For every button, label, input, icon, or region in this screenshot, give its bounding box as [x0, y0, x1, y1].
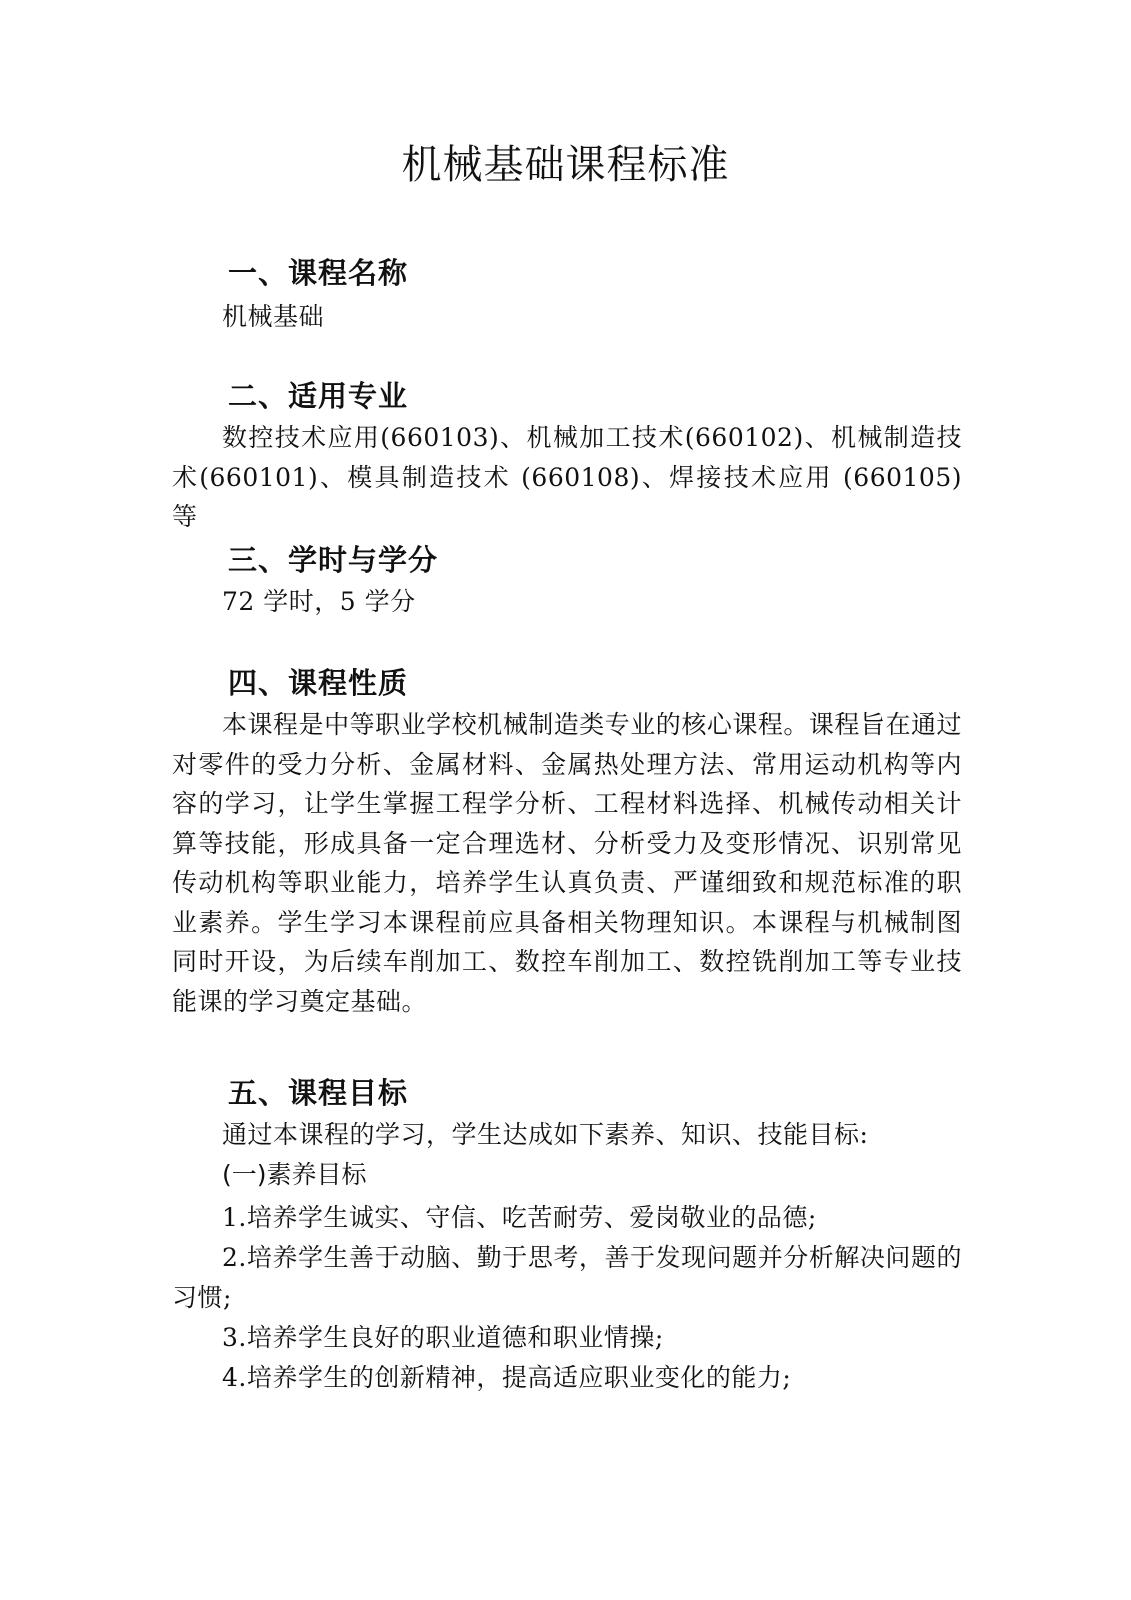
section-heading-majors: 二、适用专业	[228, 379, 409, 413]
section-heading-course-goals: 五、课程目标	[228, 1076, 409, 1110]
section-heading-course-nature: 四、课程性质	[228, 666, 409, 700]
goal-item: 3.培养学生良好的职业道德和职业情操;	[222, 1323, 664, 1352]
section-heading-course-name: 一、课程名称	[228, 256, 409, 290]
goal-item: 4.培养学生的创新精神，提高适应职业变化的能力;	[222, 1363, 792, 1392]
section-body-majors: 数控技术应用(660103)、机械加工技术(660102)、机械制造技术(660101)、模具制造技术 (660108)、焊接技术应用 (660105) 等	[172, 423, 962, 531]
section-body-hours-credits: 72 学时，5 学分	[222, 587, 416, 616]
section-body-course-goals: 通过本课程的学习，学生达成如下素养、知识、技能目标:	[222, 1120, 869, 1149]
section-body-course-name: 机械基础	[222, 302, 325, 331]
section-body-course-nature: 本课程是中等职业学校机械制造类专业的核心课程。课程旨在通过对零件的受力分析、金属材料、金属热处理方法、常用运动机构等内容的学习，让学生掌握工程学分析、工程材料选择、机械传动相关计算等技能，形成具备一定合理选材、分析受力及变形情况、识别常见传动机构等职业能力，培养学生认真负责、严谨细致和规范标准的职业素养。学生学习本课程前应具备相关物理知识。本课程与机械制图同时开设，为后续车削加工、数控车削加工、数控铣削加工等专业技能课的学习奠定基础。	[172, 710, 962, 1016]
document-title: 机械基础课程标准	[401, 142, 730, 188]
goal-item: 2.培养学生善于动脑、勤于思考，善于发现问题并分析解决问题的习惯;	[172, 1243, 962, 1312]
section-heading-hours-credits: 三、学时与学分	[228, 543, 439, 577]
goal-item: 1.培养学生诚实、守信、吃苦耐劳、爱岗敬业的品德;	[222, 1203, 817, 1232]
subheading-quality-goals: (一)素养目标	[222, 1160, 367, 1189]
